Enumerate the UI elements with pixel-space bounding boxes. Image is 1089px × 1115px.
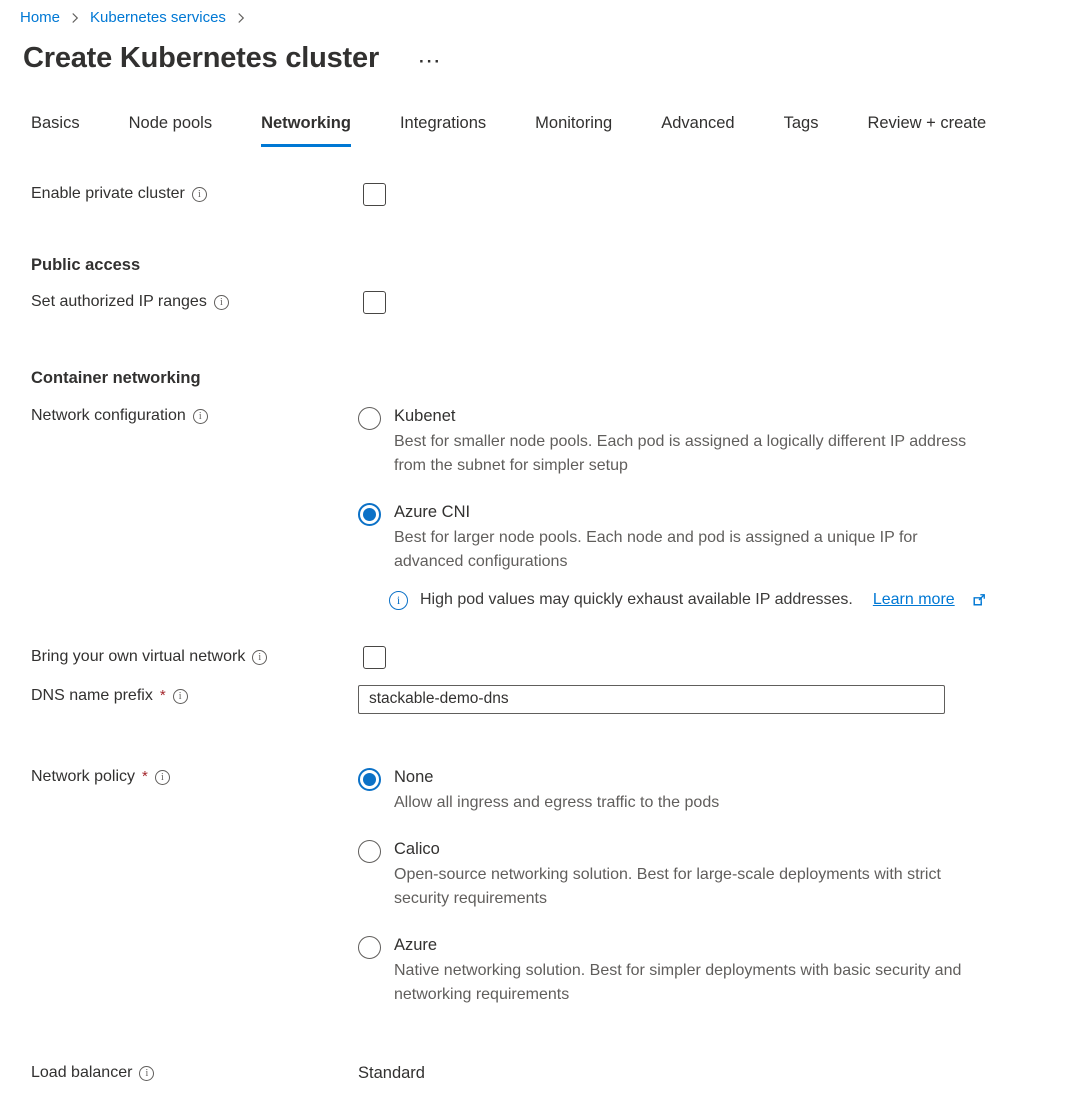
info-icon[interactable] [252,650,267,665]
row-enable-private-cluster [31,183,1089,206]
breadcrumb-link-kubernetes-services[interactable]: Kubernetes services [90,9,226,26]
breadcrumb-link-home[interactable]: Home [20,9,61,26]
info-icon[interactable] [155,770,170,785]
radio-option-none [358,766,1089,815]
row-network-policy [31,766,1089,1007]
tab-tags[interactable]: Tags [783,114,819,132]
row-bring-your-own-vnet [31,646,1089,669]
tab-integrations[interactable]: Integrations [399,114,487,132]
tab-basics[interactable]: Basics [31,114,80,132]
azure-radio[interactable] [358,936,381,959]
network-configuration-label: Network configuration [31,407,186,424]
load-balancer-label: Load balancer [31,1063,133,1081]
kubenet-radio-description: Best for smaller node pools. Each pod is assigned a logically different IP address from the subnet for simpler setup [394,432,967,474]
network-policy-label: Network policy [31,767,136,785]
row-dns-name-prefix [31,685,1089,714]
tab-node-pools[interactable]: Node pools [128,114,213,132]
kubenet-radio[interactable] [358,407,381,430]
network-policy-radio-group [358,766,1089,1007]
load-balancer-value: Standard [358,1063,425,1082]
kubenet-radio-label[interactable]: Kubenet [394,407,456,425]
chevron-right-icon [69,12,81,24]
radio-option-azure-cni [358,501,1089,574]
none-radio-description: Allow all ingress and egress traffic to the pods [394,793,720,811]
tab-review-create[interactable]: Review + create [867,114,987,132]
info-message-text: High pod values may quickly exhaust available IP addresses. [420,591,853,609]
row-set-authorized-ip-ranges [31,291,1089,314]
learn-more-link[interactable]: Learn more [872,591,955,609]
none-radio-label[interactable]: None [394,767,434,786]
ip-exhaustion-info-message [389,591,1089,610]
calico-radio-description: Open-source networking solution. Best for large-scale deployments with strict security requirements [394,865,941,907]
networking-form [31,183,1089,1083]
info-icon[interactable] [139,1066,154,1081]
page-title: Create Kubernetes cluster [23,42,380,74]
row-network-configuration [31,405,1089,574]
dns-name-prefix-label: DNS name prefix [31,686,153,704]
radio-option-kubenet [358,405,1089,478]
set-authorized-ip-ranges-checkbox[interactable] [363,291,386,314]
breadcrumb [0,0,1089,26]
tab-bar [31,114,1089,147]
azure-radio-label[interactable]: Azure [394,935,438,954]
radio-option-azure [358,934,1089,1007]
external-link-icon[interactable] [972,593,986,607]
bring-your-own-vnet-label: Bring your own virtual network [31,647,246,665]
dns-name-prefix-input[interactable] [358,685,945,714]
azure-cni-radio-description: Best for larger node pools. Each node and pod is assigned a unique IP for advanced configurations [394,528,918,570]
title-row [23,42,1089,75]
calico-radio-label[interactable]: Calico [394,839,440,858]
info-icon [389,591,408,610]
more-icon[interactable]: ··· [419,52,443,71]
info-icon[interactable] [192,187,207,202]
info-icon[interactable] [214,295,229,310]
tab-networking[interactable]: Networking [261,114,351,147]
info-icon[interactable] [173,689,188,704]
public-access-heading: Public access [31,256,141,274]
azure-cni-radio[interactable] [358,503,381,526]
row-load-balancer [31,1062,1089,1083]
azure-radio-description: Native networking solution. Best for simpler deployments with basic security and networking requirements [394,961,962,1003]
container-networking-heading: Container networking [31,369,201,387]
tab-monitoring[interactable]: Monitoring [535,114,613,132]
set-authorized-ip-ranges-label: Set authorized IP ranges [31,293,207,310]
required-asterisk: * [159,687,166,705]
enable-private-cluster-checkbox[interactable] [363,183,386,206]
none-radio[interactable] [358,768,381,791]
radio-option-calico [358,838,1089,911]
bring-your-own-vnet-checkbox[interactable] [363,646,386,669]
chevron-right-icon [235,12,247,24]
azure-cni-radio-label[interactable]: Azure CNI [394,502,471,521]
tab-advanced[interactable]: Advanced [661,114,735,132]
info-icon[interactable] [193,409,208,424]
enable-private-cluster-label: Enable private cluster [31,185,185,202]
required-asterisk: * [142,768,148,786]
calico-radio[interactable] [358,840,381,863]
network-configuration-radio-group [358,405,1089,574]
